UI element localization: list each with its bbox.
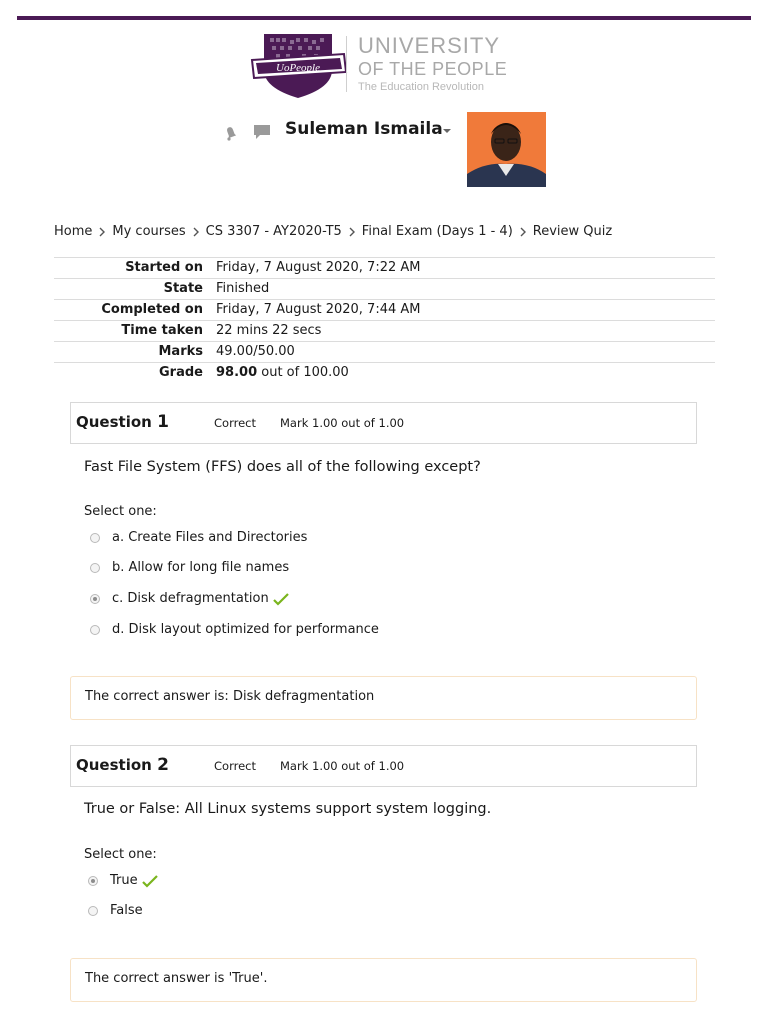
breadcrumb-item-review-quiz: Review Quiz [532, 224, 613, 239]
question-2-header [70, 745, 697, 787]
chevron-right-icon [99, 227, 105, 237]
logo-line-1: UNIVERSITY [358, 33, 501, 58]
question-2-option-true[interactable] [88, 873, 158, 888]
question-1-option-d[interactable] [90, 622, 379, 637]
radio-button-selected[interactable] [88, 876, 98, 886]
option-label: True [110, 873, 138, 888]
logo-shield-text: UoPeople [276, 62, 320, 74]
time-taken-value: 22 mins 22 secs [216, 323, 322, 338]
question-grade: Mark 1.00 out of 1.00 [280, 759, 405, 773]
grade-out-of: out of 100.00 [257, 365, 349, 380]
chevron-right-icon [520, 227, 526, 237]
question-2-title [76, 755, 169, 775]
radio-button[interactable] [90, 625, 100, 635]
radio-button-selected[interactable] [90, 594, 100, 604]
question-1-feedback [70, 676, 697, 720]
breadcrumb-item-home[interactable]: Home [54, 224, 93, 239]
chat-icon[interactable] [253, 124, 271, 140]
table-row [54, 300, 715, 321]
marks-value: 49.00/50.00 [216, 344, 295, 359]
table-row [54, 321, 715, 342]
bell-icon[interactable] [222, 124, 240, 142]
check-icon [273, 592, 289, 606]
question-number: 2 [157, 755, 169, 775]
question-2-text: True or False: All Linux systems support system logging. [84, 801, 492, 817]
avatar[interactable] [467, 112, 546, 187]
correct-answer-text: The correct answer is 'True'. [85, 971, 268, 986]
question-label: Question [76, 756, 152, 774]
correct-answer-text: The correct answer is: Disk defragmentation [85, 689, 375, 704]
question-1-select-label: Select one: [84, 504, 157, 519]
completed-on-label: Completed on [101, 302, 203, 317]
grade-score: 98.00 [216, 365, 258, 380]
grade-value [216, 363, 715, 384]
table-row [54, 258, 715, 279]
marks-label: Marks [158, 344, 203, 359]
table-row [54, 363, 715, 384]
question-1-header [70, 402, 697, 444]
question-1-text: Fast File System (FFS) does all of the following except? [84, 459, 481, 475]
caret-down-icon[interactable] [443, 129, 451, 133]
logo-tagline: The Education Revolution [358, 81, 484, 93]
option-label: c. Disk defragmentation [112, 591, 269, 606]
table-row [54, 279, 715, 300]
check-icon [142, 874, 158, 888]
question-state: Correct [214, 759, 256, 773]
option-label: b. Allow for long file names [112, 560, 290, 575]
radio-button[interactable] [90, 533, 100, 543]
question-label: Question [76, 413, 152, 431]
user-name[interactable]: Suleman Ismaila [285, 119, 443, 139]
started-on-label: Started on [125, 260, 203, 275]
option-label: False [110, 903, 143, 918]
breadcrumb-item-final-exam[interactable]: Final Exam (Days 1 - 4) [361, 224, 513, 239]
started-on-value: Friday, 7 August 2020, 7:22 AM [216, 260, 421, 275]
quiz-summary-table [54, 257, 715, 383]
chevron-right-icon [193, 227, 199, 237]
question-state: Correct [214, 416, 256, 430]
logo-divider [346, 36, 347, 92]
question-number: 1 [157, 412, 169, 432]
completed-on-value: Friday, 7 August 2020, 7:44 AM [216, 302, 421, 317]
time-taken-label: Time taken [121, 323, 203, 338]
question-2-option-false[interactable] [88, 903, 143, 918]
top-accent-bar [17, 16, 751, 20]
logo-line-2: OF THE PEOPLE [358, 59, 508, 79]
option-label: a. Create Files and Directories [112, 530, 308, 545]
question-grade: Mark 1.00 out of 1.00 [280, 416, 405, 430]
question-1-option-c[interactable] [90, 591, 289, 606]
radio-button[interactable] [90, 563, 100, 573]
option-label: d. Disk layout optimized for performance [112, 622, 379, 637]
breadcrumb-item-my-courses[interactable]: My courses [112, 224, 186, 239]
chevron-right-icon [349, 227, 355, 237]
logo-wordmark [358, 34, 507, 94]
question-1-option-b[interactable] [90, 560, 289, 575]
radio-button[interactable] [88, 906, 98, 916]
question-1-option-a[interactable] [90, 530, 307, 545]
question-1-title [76, 412, 169, 432]
breadcrumb [54, 224, 612, 239]
grade-label: Grade [159, 365, 203, 380]
question-2-select-label: Select one: [84, 847, 157, 862]
user-menu-bar [0, 112, 768, 192]
state-value: Finished [216, 281, 270, 296]
table-row [54, 342, 715, 363]
breadcrumb-item-course[interactable]: CS 3307 - AY2020-T5 [205, 224, 342, 239]
question-2-feedback [70, 958, 697, 1002]
state-label: State [163, 281, 203, 296]
